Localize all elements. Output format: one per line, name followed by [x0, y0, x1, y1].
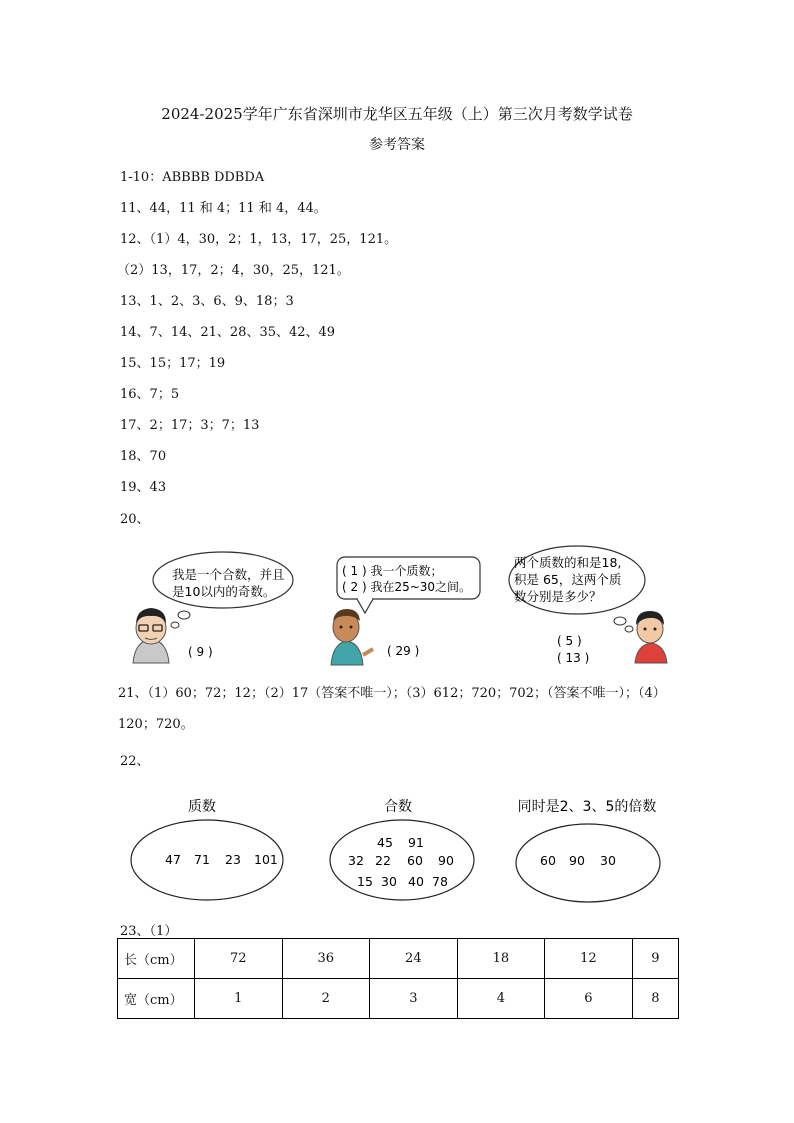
composite-item: 60 — [407, 853, 423, 868]
answer-q23-label: 23、（1） — [120, 924, 178, 939]
table-row-width — [118, 979, 679, 1019]
composite-item: 22 — [375, 853, 391, 868]
answer-q11: 11、44，11 和 4；11 和 4，44。 — [120, 201, 327, 216]
width-cell: 6 — [545, 979, 633, 1019]
answer-q12-1: 12、（1）4，30，2；1，13，17，25，121。 — [120, 232, 398, 247]
multiples-set-label: 同时是2、3、5的倍数 — [517, 799, 657, 815]
length-cell: 12 — [545, 939, 633, 979]
multiples-item: 60 — [540, 853, 556, 868]
composite-item: 40 — [408, 874, 424, 889]
girl-thinking-icon — [635, 611, 667, 663]
multiples-item: 30 — [600, 853, 616, 868]
width-cell: 4 — [457, 979, 545, 1019]
width-cell: 3 — [370, 979, 458, 1019]
table-row-length — [118, 939, 679, 979]
answer-q21: 21、（1）60；72；12；（2）17（答案不唯一）；（3）612；720；702；（答案不唯一）；（4）120；720。 — [118, 686, 666, 732]
row-header-width: 宽（cm） — [118, 979, 195, 1019]
answer-q14: 14、7、14、21、28、35、42、49 — [120, 325, 336, 340]
thought-bubble-3 — [509, 546, 645, 632]
answer-q13: 13、1、2、3、6、9、18；3 — [120, 294, 294, 309]
answer-q19: 19、43 — [120, 480, 167, 495]
composite-set — [330, 798, 474, 900]
q23-dimensions-table — [117, 938, 679, 1019]
length-cell: 36 — [282, 939, 370, 979]
q20-figure — [115, 545, 685, 670]
speech-bubble-2 — [337, 557, 480, 613]
prime-item: 23 — [225, 852, 241, 867]
width-cell: 8 — [632, 979, 678, 1019]
page-subtitle: 参考答案 — [369, 137, 425, 153]
row-header-length: 长（cm） — [118, 939, 195, 979]
composite-set-label: 合数 — [384, 799, 412, 815]
composite-item: 30 — [381, 874, 397, 889]
answer-q12-2: （2）13，17，2；4，30，25，121。 — [117, 263, 350, 278]
q20-answer-2: ( 29 ) — [387, 644, 420, 658]
answer-q15: 15、15；17；19 — [120, 356, 226, 371]
composite-item: 90 — [438, 853, 454, 868]
answer-q22-label: 22、 — [120, 754, 150, 769]
answer-q20-label: 20、 — [120, 512, 150, 527]
bubble2-line1: ( 1 ) 我一个质数； — [342, 564, 443, 578]
bubble1-line2: 是10以内的奇数。 — [172, 584, 276, 599]
prime-set-label: 质数 — [188, 799, 216, 815]
bubble2-line2: ( 2 ) 我在25~30之间。 — [342, 580, 472, 594]
prime-item: 71 — [194, 852, 210, 867]
bubble3-line3: 数分别是多少？ — [514, 589, 602, 604]
prime-item: 47 — [165, 852, 181, 867]
width-cell: 1 — [195, 979, 283, 1019]
q20-answer-3b: ( 13 ) — [557, 651, 590, 665]
answer-q18: 18、70 — [120, 449, 167, 464]
composite-item: 91 — [408, 835, 424, 850]
answer-q17: 17、2；17；3；7；13 — [120, 418, 260, 433]
composite-item: 15 — [357, 874, 373, 889]
prime-set — [131, 798, 283, 900]
q20-answer-1: ( 9 ) — [188, 645, 213, 659]
q20-answer-3a: ( 5 ) — [557, 634, 582, 648]
multiples-2-3-5-set — [516, 798, 660, 902]
length-cell: 24 — [370, 939, 458, 979]
composite-item: 45 — [377, 835, 393, 850]
page-title: 2024-2025学年广东省深圳市龙华区五年级（上）第三次月考数学试卷 — [161, 105, 633, 123]
bubble3-line2: 积是 65，这两个质 — [514, 572, 622, 587]
answer-q16: 16、7；5 — [120, 387, 180, 402]
multiples-item: 90 — [569, 853, 585, 868]
prime-item: 101 — [254, 852, 278, 867]
bubble1-line1: 我是一个合数，并且 — [172, 567, 285, 582]
q22-sets-figure — [120, 790, 680, 910]
thought-bubble-1 — [153, 552, 293, 628]
answer-q1-10: 1-10：ABBBB DDBDA — [120, 170, 265, 185]
composite-item: 78 — [432, 874, 448, 889]
composite-item: 32 — [348, 853, 364, 868]
length-cell: 9 — [632, 939, 678, 979]
boy-pointing-icon — [331, 609, 373, 665]
width-cell: 2 — [282, 979, 370, 1019]
man-with-glasses-icon — [133, 608, 169, 663]
length-cell: 72 — [195, 939, 283, 979]
length-cell: 18 — [457, 939, 545, 979]
bubble3-line1: 两个质数的和是18, — [514, 555, 622, 570]
